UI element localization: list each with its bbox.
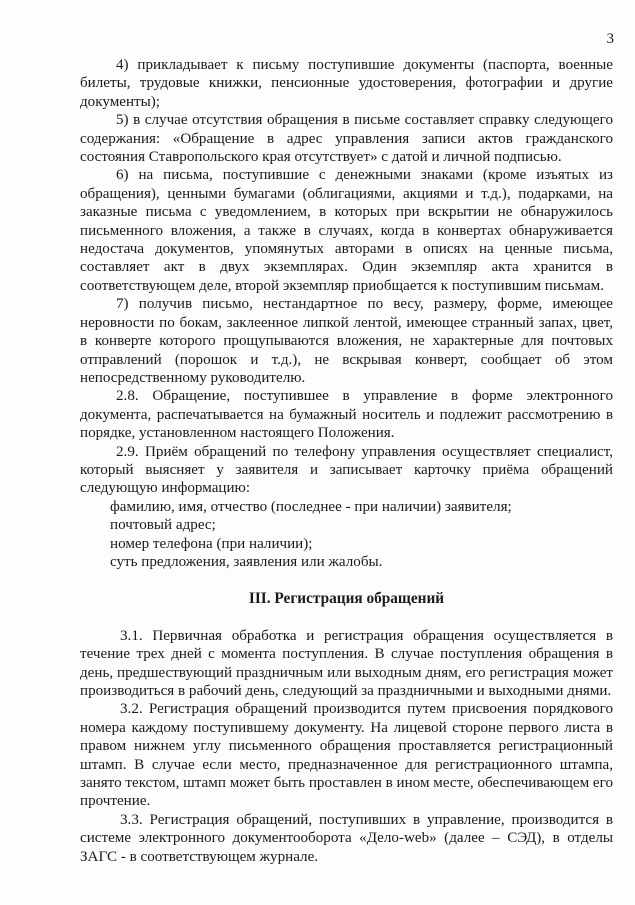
paragraph-2-8: 2.8. Обращение, поступившее в управление в форме электронного документа, распечатывается на бумажный носитель и подлежит рассмотрению в порядке, установленном настоящего Положения. [80, 388, 613, 442]
page-number: 3 [606, 31, 614, 47]
paragraph-2-9: 2.9. Приём обращений по телефону управления осуществляет специалист, который выясняет у заявителя и записывает карточку приёма обращений следующую информацию: [80, 443, 613, 497]
list-item: фамилию, имя, отчество (последнее - при наличии) заявителя; [110, 498, 512, 515]
paragraph-item-4: 4) прикладывает к письму поступившие документы (паспорта, военные билеты, трудовые книжки, пенсионные удостоверения, фотографии и другие документы); [80, 57, 613, 110]
phone-info-list [80, 498, 613, 572]
paragraph-item-5: 5) в случае отсутствия обращения в письме составляет справку следующего содержания: «Обращение в адрес управления записи актов гражданского состояния Ставропольского края отсутствует» с датой и личной подписью. [80, 112, 613, 166]
section-heading: III. Регистрация обращений [248, 590, 445, 608]
paragraph-3-3: 3.3. Регистрация обращений, поступивших в управление, производится в системе электронного документооборота «Дело-web» (далее – СЭД), в отделы ЗАГС - в соответствующем журнале. [80, 811, 613, 865]
paragraph-3-2: 3.2. Регистрация обращений производится путем присвоения порядкового номера каждому поступившему документу. На лицевой стороне первого листа в правом нижнем углу письменного обращения проставляется регистрационный штамп. В случае если место, предназначенное для регистрационного штампа, занято текстом, штамп может быть проставлен в ином месте, обеспечивающем его прочтение. [80, 701, 613, 810]
list-item: почтовый адрес; [110, 517, 216, 534]
section-body [80, 627, 613, 866]
document-body [80, 56, 613, 866]
paragraph-item-7: 7) получив письмо, нестандартное по весу, размеру, форме, имеющее неровности по бокам, заклеенное липкой лентой, имеющее странный запах, цвет, в конверте которого прощупываются вложения, не характерные для почтовых отправлений (порошок и т.д.), не вскрывая конверт, сообщает об этом непосредственному руководителю. [80, 296, 613, 386]
paragraph-item-6: 6) на письма, поступившие с денежными знаками (кроме изъятых из обращения), ценными бумагами (облигациями, акциями и т.д.), подарками, на заказные письма с уведомлением, в которых при вскрытии не обнаружилось письменного вложения, а также в случаях, когда в конвертах обнаруживается недостача документов, упомянутых авторами в описях на ценные письма, составляет акт в двух экземплярах. Один экземпляр акта хранится в соответствующем деле, второй экземпляр приобщается к поступившим письмам. [80, 167, 613, 294]
list-item: суть предложения, заявления или жалобы. [110, 553, 383, 570]
list-item: номер телефона (при наличии); [110, 535, 313, 552]
paragraph-3-1: 3.1. Первичная обработка и регистрация обращения осуществляется в течение трех дней с момента поступления. В случае поступления обращения в день, предшествующий праздничным или выходным дням, его регистрация может производиться в рабочий день, следующий за праздничными и выходными днями. [80, 627, 613, 699]
